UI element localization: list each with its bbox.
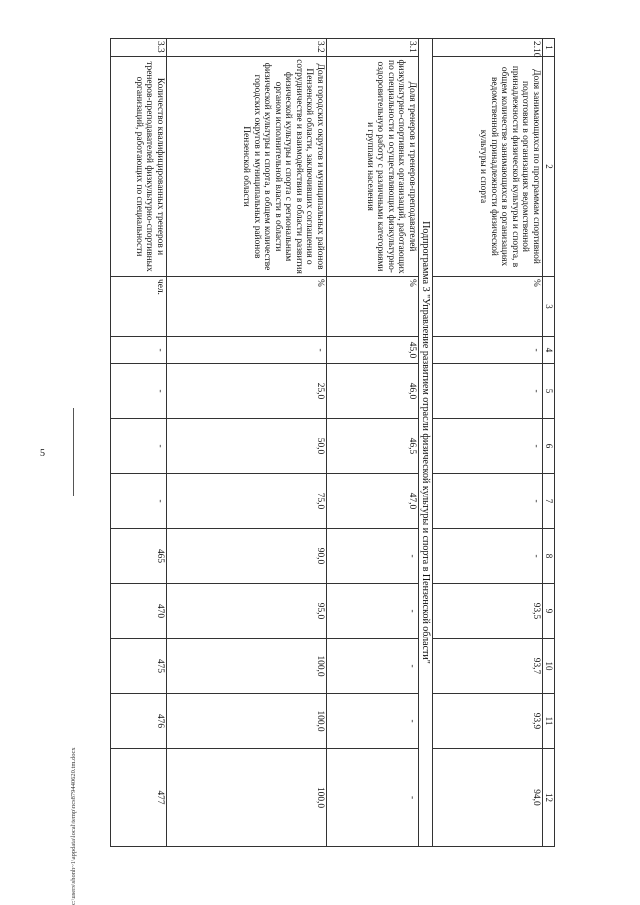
- table-body: [110, 39, 554, 847]
- value-cell: -: [433, 364, 543, 419]
- value-cell: -: [326, 639, 418, 694]
- value-cell: 470: [110, 584, 166, 639]
- value-cell: 93,7: [433, 639, 543, 694]
- value-cell: 100,0: [166, 639, 326, 694]
- value-cell: -: [326, 749, 418, 847]
- value-cell: -: [110, 337, 166, 364]
- value-cell: 100,0: [166, 694, 326, 749]
- value-cell: 46,0: [326, 364, 418, 419]
- column-header: 2: [543, 57, 555, 277]
- value-cell: 94,0: [433, 749, 543, 847]
- header-row: [543, 39, 555, 847]
- column-header: 5: [543, 364, 555, 419]
- unit-cell: чел.: [110, 277, 166, 337]
- value-cell: -: [110, 474, 166, 529]
- value-cell: -: [433, 419, 543, 474]
- value-cell: -: [166, 337, 326, 364]
- value-cell: -: [326, 584, 418, 639]
- indicator-name: Доля тренеров и тренеров-преподавателей физкультурно-спортивных организаций, работающих по специальности и осуществляющих физкультурно-оздоровительную работу с различными категориями и группами населения: [326, 57, 418, 277]
- section-title: Подпрограмма 3 "Управление развитием отрасли физической культуры и спорта в Пензенской области": [418, 39, 432, 847]
- column-header: 1: [543, 39, 555, 57]
- rotated-table-sheet: [110, 38, 555, 846]
- row-id: 2.10: [433, 39, 543, 57]
- indicator-table: [110, 38, 555, 847]
- value-cell: 90,0: [166, 529, 326, 584]
- page-number: 5: [40, 448, 45, 459]
- value-cell: 46,5: [326, 419, 418, 474]
- column-header: 7: [543, 474, 555, 529]
- unit-cell: %: [326, 277, 418, 337]
- value-cell: 476: [110, 694, 166, 749]
- value-cell: -: [433, 529, 543, 584]
- value-cell: -: [110, 419, 166, 474]
- unit-cell: %: [433, 277, 543, 337]
- column-header: 12: [543, 749, 555, 847]
- value-cell: -: [326, 694, 418, 749]
- value-cell: 93,9: [433, 694, 543, 749]
- value-cell: -: [326, 529, 418, 584]
- footer-file-path: c:\users\shonh~1\appdata\local\temp\ncs879440620.tm.docx: [70, 747, 77, 905]
- footnote-rule: [73, 408, 74, 496]
- value-cell: -: [110, 364, 166, 419]
- table-row: [326, 39, 418, 847]
- row-id: 3.1: [326, 39, 418, 57]
- unit-cell: %: [166, 277, 326, 337]
- section-row: [418, 39, 432, 847]
- column-header: 8: [543, 529, 555, 584]
- row-id: 3.2: [166, 39, 326, 57]
- value-cell: 45,0: [326, 337, 418, 364]
- column-header: 4: [543, 337, 555, 364]
- value-cell: 50,0: [166, 419, 326, 474]
- indicator-name: Количество квалифицированных тренеров и тренеров-преподавателей физкультурно-спортивных организаций, работающих по специальности: [110, 57, 166, 277]
- value-cell: -: [433, 337, 543, 364]
- column-header: 9: [543, 584, 555, 639]
- column-header: 11: [543, 694, 555, 749]
- column-header: 10: [543, 639, 555, 694]
- table-row: [110, 39, 166, 847]
- value-cell: 95,0: [166, 584, 326, 639]
- table-row: [166, 39, 326, 847]
- column-header: 3: [543, 277, 555, 337]
- value-cell: -: [433, 474, 543, 529]
- row-id: 3.3: [110, 39, 166, 57]
- value-cell: 100,0: [166, 749, 326, 847]
- value-cell: 475: [110, 639, 166, 694]
- value-cell: 465: [110, 529, 166, 584]
- value-cell: 25,0: [166, 364, 326, 419]
- value-cell: 93,5: [433, 584, 543, 639]
- indicator-name: Доля городских округов и муниципальных районов Пензенской области, заключивших соглашения о сотрудничестве и взаимодействии в области развития физической культуры и спорта с региональным органом исполнительной власти в области физической культуры и спорта, в общем количестве городских округов и муниципальных районов Пензенской области: [166, 57, 326, 277]
- value-cell: 47,0: [326, 474, 418, 529]
- value-cell: 75,0: [166, 474, 326, 529]
- column-header: 6: [543, 419, 555, 474]
- indicator-name: Доля занимающихся по программам спортивной подготовки в организациях ведомственной принадлежности физической культуры и спорта, в общем количестве занимающихся в организациях ведомственной принадлежности физической культуры и спорта: [433, 57, 543, 277]
- table-row: [433, 39, 543, 847]
- value-cell: 477: [110, 749, 166, 847]
